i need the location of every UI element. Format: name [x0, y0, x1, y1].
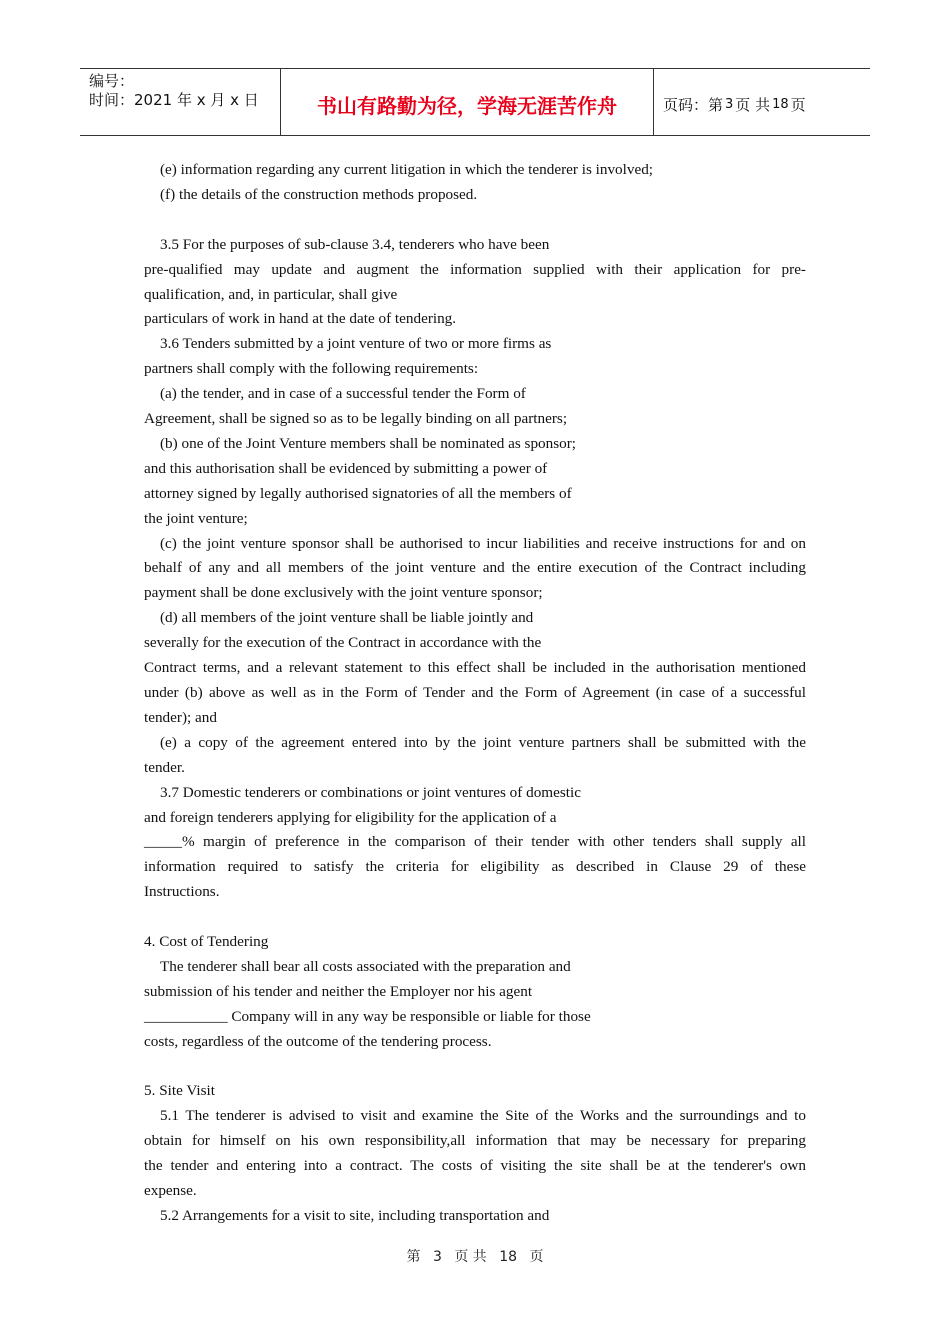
body-line: tender.	[144, 758, 185, 776]
body-line: under (b) above as well as in the Form of Tender and the Form of Agreement (in case of a successful	[144, 684, 806, 702]
body-line: 3.7 Domestic tenderers or combinations or joint ventures of domestic	[160, 783, 581, 801]
section-heading: 4. Cost of Tendering	[144, 933, 269, 951]
header-page-indicator	[654, 69, 870, 135]
header-page-prefix: 页码：第	[663, 95, 724, 114]
blank-line	[144, 1055, 806, 1080]
body-line: Contract terms, and a relevant statement to this effect shall be included in the authorisation mentioned	[144, 659, 806, 677]
body-line: obtain for himself on his own responsibility,all information that may be necessary for preparing	[144, 1132, 806, 1150]
header-page-current: 3	[725, 96, 734, 112]
body-line: (c) the joint venture sponsor shall be authorised to incur liabilities and receive instructions for and on	[160, 534, 806, 552]
blank-line	[144, 905, 806, 930]
body-line: partners shall comply with the following requirements:	[144, 360, 479, 378]
page-header	[80, 68, 870, 136]
body-line: pre-qualified may update and augment the information supplied with their application for pre-	[144, 260, 806, 278]
body-line: _____% margin of preference in the comparison of their tender with other tenders shall supply all	[144, 833, 806, 851]
header-page-total: 18	[772, 96, 789, 112]
body-line: payment shall be done exclusively with the joint venture sponsor;	[144, 584, 543, 602]
body-line: 3.5 For the purposes of sub-clause 3.4, tenderers who have been	[160, 235, 550, 253]
footer-mid: 页 共	[454, 1249, 487, 1265]
body-line: 5.1 The tenderer is advised to visit and examine the Site of the Works and the surroundings and to	[160, 1107, 806, 1125]
body-line: expense.	[144, 1182, 197, 1200]
page-footer	[0, 1246, 950, 1266]
body-line: (f) the details of the construction methods proposed.	[160, 185, 478, 203]
footer-suffix: 页	[529, 1249, 544, 1265]
body-line: qualification, and, in particular, shall give	[144, 285, 398, 303]
body-line: Agreement, shall be signed so as to be legally binding on all partners;	[144, 410, 568, 428]
body-line: submission of his tender and neither the Employer nor his agent	[144, 982, 533, 1000]
footer-prefix: 第	[406, 1249, 421, 1265]
body-line: The tenderer shall bear all costs associated with the preparation and	[160, 957, 571, 975]
document-time-label: 时间：2021 年 x 月 x 日	[89, 91, 259, 109]
body-line: Instructions.	[144, 883, 220, 901]
body-line: the tender and entering into a contract. The costs of visiting the site shall be at the tenderer's own	[144, 1157, 806, 1175]
body-line: (d) all members of the joint venture shall be liable jointly and	[160, 609, 534, 627]
document-number-label: 编号：	[89, 72, 135, 90]
header-motto: 书山有路勤为径，学海无涯苦作舟	[281, 69, 654, 135]
header-page-mid: 页 共	[735, 95, 771, 114]
body-line: behalf of any and all members of the joint venture and the entire execution of the Contract including	[144, 559, 806, 577]
body-line: (a) the tender, and in case of a successful tender the Form of	[160, 385, 526, 403]
document-body	[144, 158, 806, 1229]
body-line: information required to satisfy the criteria for eligibility as described in Clause 29 of these	[144, 858, 806, 876]
body-line: costs, regardless of the outcome of the tendering process.	[144, 1032, 492, 1050]
blank-line	[144, 208, 806, 233]
section-heading: 5. Site Visit	[144, 1082, 215, 1100]
body-line: and this authorisation shall be evidenced by submitting a power of	[144, 459, 548, 477]
footer-page-total: 18	[499, 1249, 518, 1265]
body-line: particulars of work in hand at the date of tendering.	[144, 310, 457, 328]
footer-page-current: 3	[432, 1249, 442, 1265]
body-line: ___________ Company will in any way be responsible or liable for those	[144, 1007, 591, 1025]
header-meta	[80, 69, 281, 135]
body-line: tender); and	[144, 708, 217, 726]
body-line: (b) one of the Joint Venture members shall be nominated as sponsor;	[160, 434, 577, 452]
body-line: (e) a copy of the agreement entered into by the joint venture partners shall be submitted with the	[160, 733, 806, 751]
body-line: severally for the execution of the Contract in accordance with the	[144, 634, 542, 652]
header-page-suffix: 页	[790, 95, 806, 114]
body-line: 5.2 Arrangements for a visit to site, including transportation and	[160, 1207, 550, 1225]
body-line: the joint venture;	[144, 509, 248, 527]
body-line: (e) information regarding any current litigation in which the tenderer is involved;	[160, 161, 654, 178]
body-line: and foreign tenderers applying for eligibility for the application of a	[144, 808, 557, 826]
body-line: attorney signed by legally authorised signatories of all the members of	[144, 484, 572, 502]
body-line: 3.6 Tenders submitted by a joint venture of two or more firms as	[160, 335, 552, 353]
